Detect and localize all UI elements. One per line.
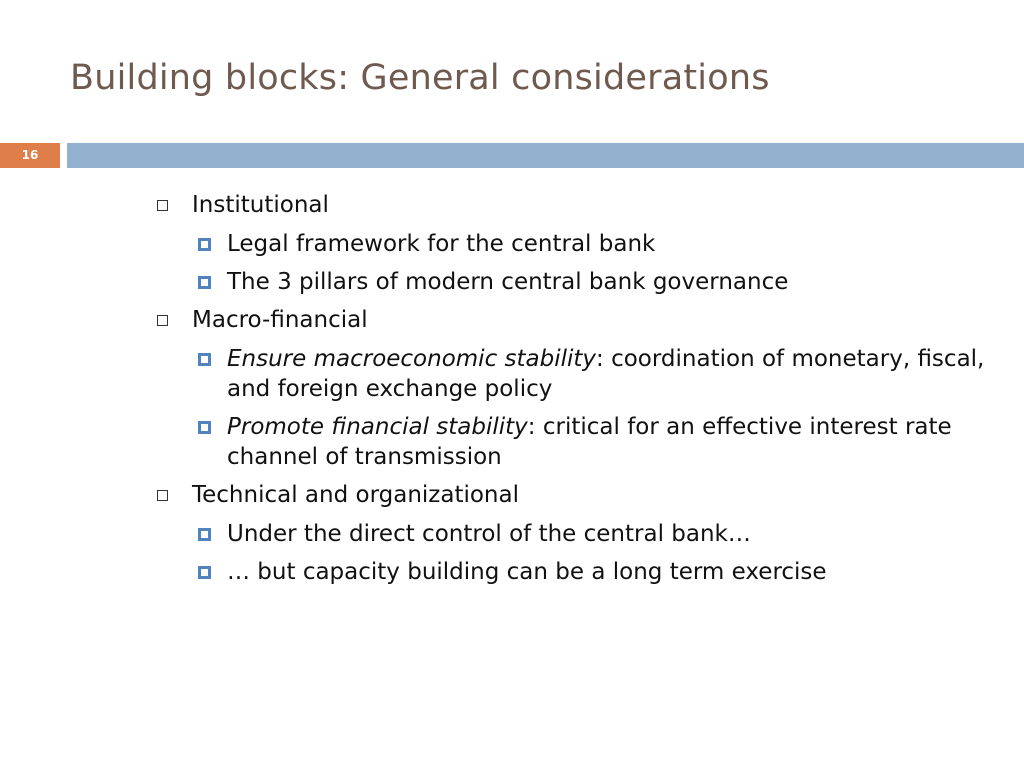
slide-title: Building blocks: General considerations (70, 58, 770, 98)
sub-bullet-text: … but capacity building can be a long term exercise (227, 559, 827, 585)
bullet-list (155, 190, 1005, 587)
sub-bullet (192, 557, 1005, 587)
sub-bullet-emphasis: Ensure macroeconomic stability (227, 346, 597, 372)
hollow-square-bullet-icon (157, 490, 168, 501)
hollow-square-bullet-icon (157, 315, 168, 326)
bullet-technical (155, 480, 1005, 511)
bullet-text: Institutional (192, 192, 329, 218)
sub-bullet-text: The 3 pillars of modern central bank governance (227, 269, 789, 295)
sub-bullet-text: Under the direct control of the central bank… (227, 521, 751, 547)
hollow-square-bullet-icon (157, 200, 168, 211)
square-bullet-icon (198, 276, 211, 289)
square-bullet-icon (198, 528, 211, 541)
sub-bullet-emphasis: Promote financial stability (227, 414, 528, 440)
square-bullet-icon (198, 353, 211, 366)
sub-bullet-text: : coordination of monetary, fiscal, and foreign exchange policy (227, 346, 985, 402)
square-bullet-icon (198, 566, 211, 579)
bullet-text: Technical and organizational (192, 482, 519, 508)
sub-bullet (192, 412, 1005, 472)
slide-number: 16 (0, 143, 60, 168)
title-divider-bar (67, 143, 1024, 168)
sub-bullet (192, 344, 1005, 404)
bullet-macro-financial (155, 305, 1005, 336)
square-bullet-icon (198, 238, 211, 251)
sub-bullet (192, 229, 1005, 259)
sub-bullet-text: : critical for an effective interest rate channel of transmission (227, 414, 952, 470)
sub-bullet (192, 519, 1005, 549)
bullet-text: Macro-financial (192, 307, 368, 333)
bullet-institutional (155, 190, 1005, 221)
sub-bullet-text: Legal framework for the central bank (227, 231, 656, 257)
sub-bullet (192, 267, 1005, 297)
square-bullet-icon (198, 421, 211, 434)
